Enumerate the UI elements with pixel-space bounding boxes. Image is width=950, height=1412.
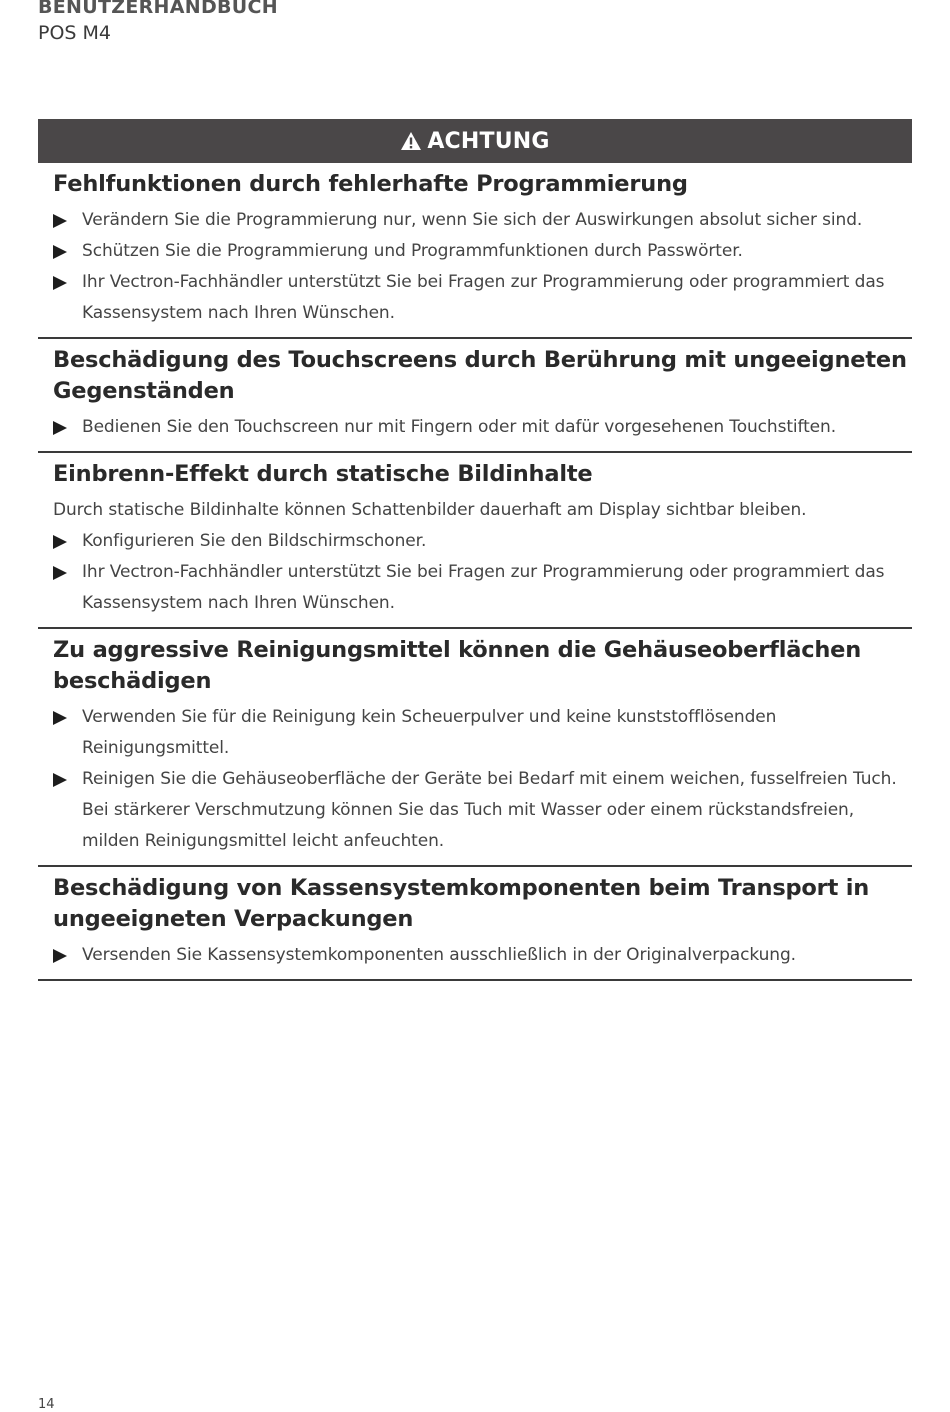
section-heading: Beschädigung von Kassensystemkomponenten beim Transport in ungeeigneten Verpackungen (53, 874, 870, 932)
triangle-bullet-icon (53, 421, 67, 435)
warning-label: ACHTUNG (427, 128, 550, 154)
page-number: 14 (38, 1397, 55, 1412)
list-item: Bedienen Sie den Touchscreen nur mit Fingern oder mit dafür vorgesehenen Touchstiften. (53, 412, 912, 443)
instruction-list (53, 205, 912, 329)
document-title: BENUTZERHANDBUCH (38, 0, 278, 18)
section-heading: Fehlfunktionen durch fehlerhafte Programmierung (53, 171, 688, 197)
list-item: Reinigen Sie die Gehäuseoberfläche der Geräte bei Bedarf mit einem weichen, fusselfreien Tuch. Bei stärkerer Verschmutzung können Sie das Tuch mit Wasser oder einem rückstandsfreien, milden Reinigungsmittel leicht anfeuchten. (53, 764, 912, 857)
list-item: Konfigurieren Sie den Bildschirmschoner. (53, 526, 912, 557)
triangle-bullet-icon (53, 566, 67, 580)
warning-section (38, 453, 912, 629)
triangle-bullet-icon (53, 214, 67, 228)
page-header (38, 0, 278, 45)
triangle-bullet-icon (53, 949, 67, 963)
triangle-bullet-icon (53, 711, 67, 725)
list-item: Verändern Sie die Programmierung nur, wenn Sie sich der Auswirkungen absolut sicher sind. (53, 205, 912, 236)
warning-header (38, 119, 912, 163)
instruction-list (53, 526, 912, 619)
list-item: Schützen Sie die Programmierung und Programmfunktionen durch Passwörter. (53, 236, 912, 267)
warning-section (38, 867, 912, 981)
list-item: Ihr Vectron-Fachhändler unterstützt Sie bei Fragen zur Programmierung oder programmiert das Kassensystem nach Ihren Wünschen. (53, 267, 912, 329)
warning-section (38, 629, 912, 867)
list-item: Verwenden Sie für die Reinigung kein Scheuerpulver und keine kunststofflösenden Reinigungsmittel. (53, 702, 912, 764)
instruction-list (53, 940, 912, 971)
triangle-bullet-icon (53, 245, 67, 259)
triangle-bullet-icon (53, 276, 67, 290)
warning-triangle-icon (400, 131, 422, 151)
section-heading: Einbrenn-Effekt durch statische Bildinhalte (53, 461, 593, 487)
warning-box (38, 119, 912, 981)
list-item: Ihr Vectron-Fachhändler unterstützt Sie bei Fragen zur Programmierung oder programmiert das Kassensystem nach Ihren Wünschen. (53, 557, 912, 619)
triangle-bullet-icon (53, 535, 67, 549)
instruction-list (53, 702, 912, 857)
instruction-list (53, 412, 912, 443)
section-text: Durch statische Bildinhalte können Schattenbilder dauerhaft am Display sichtbar bleiben. (53, 500, 807, 520)
section-heading: Beschädigung des Touchscreens durch Berührung mit ungeeigneten Gegenständen (53, 347, 907, 404)
warning-section (38, 339, 912, 453)
section-heading: Zu aggressive Reinigungsmittel können die Gehäuseoberflächen beschädigen (53, 636, 862, 694)
list-item: Versenden Sie Kassensystemkomponenten ausschließlich in der Originalverpackung. (53, 940, 912, 971)
warning-section (38, 163, 912, 339)
product-name: POS M4 (38, 22, 111, 44)
triangle-bullet-icon (53, 773, 67, 787)
